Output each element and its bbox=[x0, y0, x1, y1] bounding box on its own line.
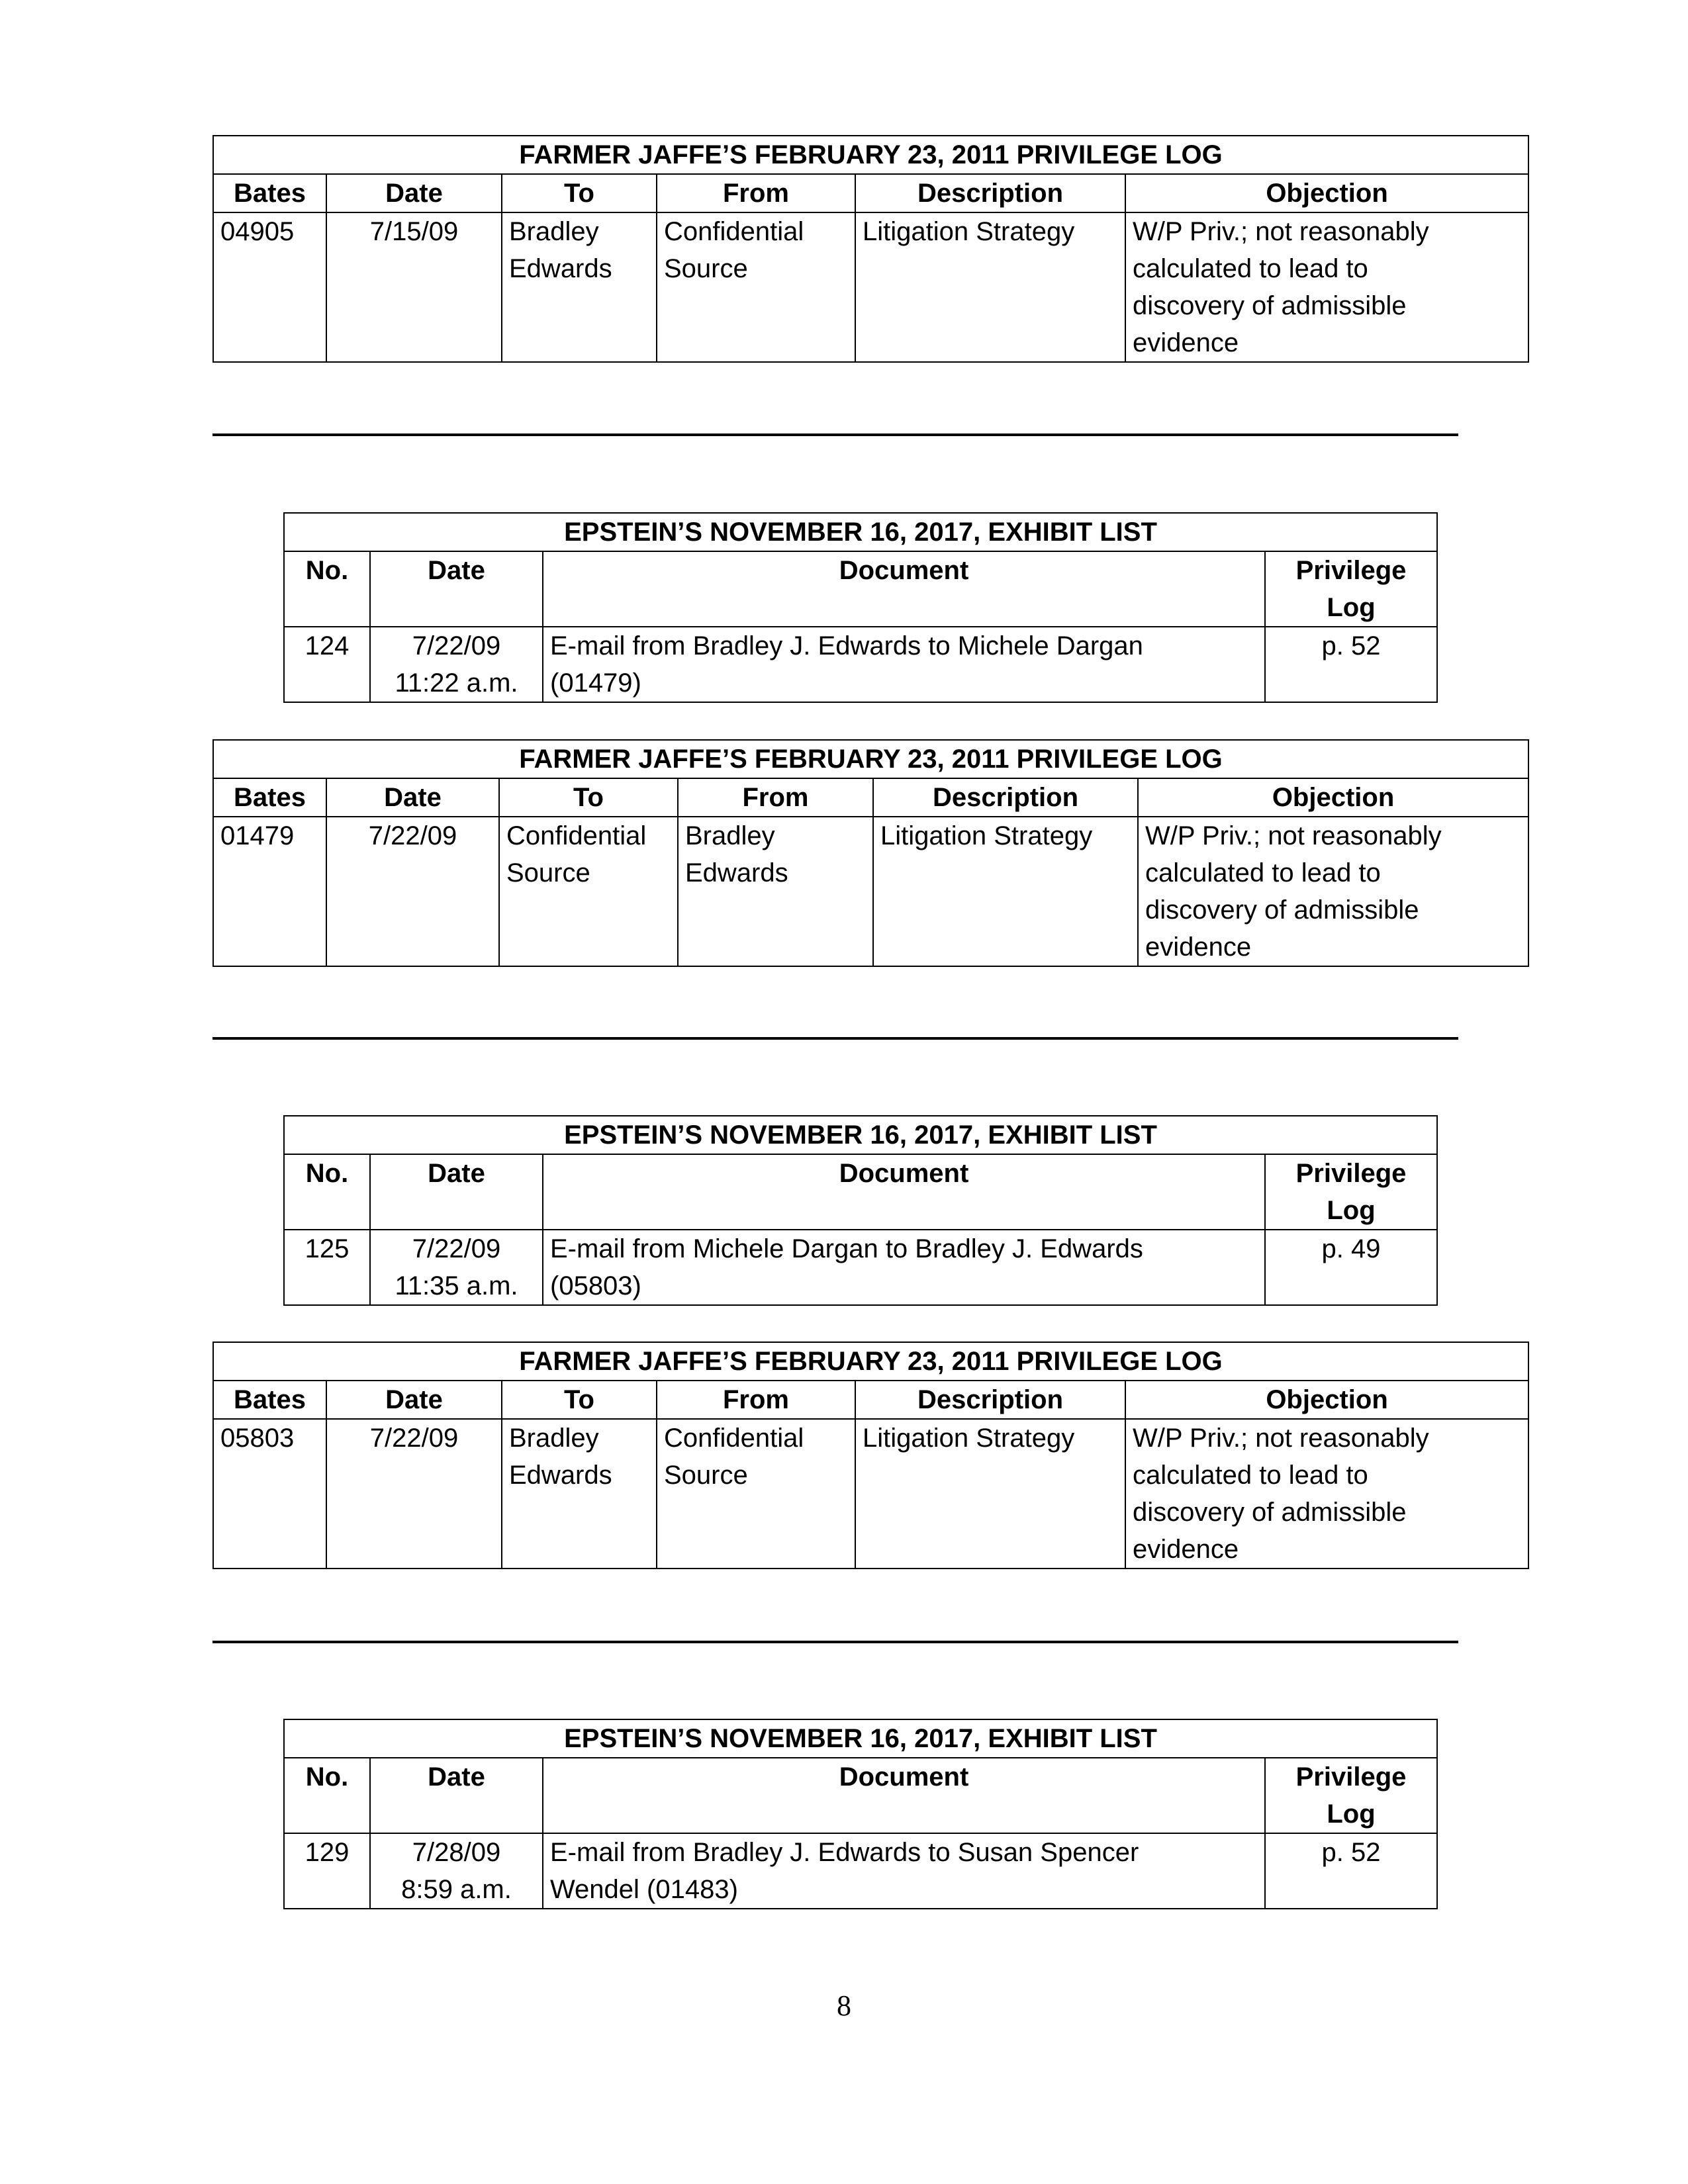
date-cell: 7/22/09 11:35 a.m. bbox=[370, 1230, 543, 1305]
header-from: From bbox=[657, 174, 855, 212]
exhibit-list-table-3 bbox=[283, 1719, 1436, 1909]
header-document: Document bbox=[543, 1154, 1265, 1230]
header-privilege-log: Privilege Log bbox=[1265, 551, 1437, 627]
document-cell: E-mail from Michele Dargan to Bradley J. Edwards (05803) bbox=[543, 1230, 1265, 1305]
header-no: No. bbox=[284, 551, 370, 627]
objection-cell: W/P Priv.; not reasonably calculated to lead to discovery of admissible evidence bbox=[1125, 1419, 1528, 1569]
objection-cell: W/P Priv.; not reasonably calculated to lead to discovery of admissible evidence bbox=[1125, 212, 1528, 362]
table-row bbox=[213, 817, 1528, 966]
from-cell: Bradley Edwards bbox=[678, 817, 873, 966]
date-cell: 7/15/09 bbox=[326, 212, 502, 362]
exhibit-list-title: EPSTEIN’S NOVEMBER 16, 2017, EXHIBIT LIST bbox=[284, 1116, 1437, 1154]
to-cell: Bradley Edwards bbox=[502, 212, 657, 362]
header-privilege-log: Privilege Log bbox=[1265, 1758, 1437, 1833]
no-cell: 129 bbox=[284, 1833, 370, 1909]
header-document: Document bbox=[543, 551, 1265, 627]
from-cell: Confidential Source bbox=[657, 1419, 855, 1569]
header-privilege-log: Privilege Log bbox=[1265, 1154, 1437, 1230]
date-cell: 7/28/09 8:59 a.m. bbox=[370, 1833, 543, 1909]
date-cell: 7/22/09 11:22 a.m. bbox=[370, 627, 543, 702]
privilege-log-table-2 bbox=[212, 739, 1528, 967]
header-no: No. bbox=[284, 1758, 370, 1833]
privilege-log-title: FARMER JAFFE’S FEBRUARY 23, 2011 PRIVILEGE LOG bbox=[213, 136, 1528, 174]
section-divider bbox=[212, 1037, 1458, 1040]
section-divider bbox=[212, 433, 1458, 436]
header-objection: Objection bbox=[1125, 1381, 1528, 1419]
description-cell: Litigation Strategy bbox=[873, 817, 1138, 966]
header-to: To bbox=[502, 174, 657, 212]
header-date: Date bbox=[370, 1154, 543, 1230]
header-date: Date bbox=[326, 174, 502, 212]
header-objection: Objection bbox=[1138, 778, 1528, 817]
header-date: Date bbox=[326, 1381, 502, 1419]
privilege-log-cell: p. 52 bbox=[1265, 627, 1437, 702]
exhibit-list-title: EPSTEIN’S NOVEMBER 16, 2017, EXHIBIT LIST bbox=[284, 513, 1437, 551]
privilege-log-cell: p. 49 bbox=[1265, 1230, 1437, 1305]
document-cell: E-mail from Bradley J. Edwards to Susan Spencer Wendel (01483) bbox=[543, 1833, 1265, 1909]
objection-cell: W/P Priv.; not reasonably calculated to lead to discovery of admissible evidence bbox=[1138, 817, 1528, 966]
date-cell: 7/22/09 bbox=[326, 817, 499, 966]
privilege-log-title: FARMER JAFFE’S FEBRUARY 23, 2011 PRIVILEGE LOG bbox=[213, 1342, 1528, 1381]
bates-cell: 05803 bbox=[213, 1419, 326, 1569]
table-row bbox=[213, 212, 1528, 362]
header-to: To bbox=[499, 778, 678, 817]
section-divider bbox=[212, 1641, 1458, 1643]
description-cell: Litigation Strategy bbox=[855, 212, 1125, 362]
header-description: Description bbox=[855, 174, 1125, 212]
header-date: Date bbox=[326, 778, 499, 817]
privilege-log-cell: p. 52 bbox=[1265, 1833, 1437, 1909]
privilege-log-title: FARMER JAFFE’S FEBRUARY 23, 2011 PRIVILEGE LOG bbox=[213, 740, 1528, 778]
bates-cell: 01479 bbox=[213, 817, 326, 966]
table-row bbox=[284, 627, 1437, 702]
no-cell: 124 bbox=[284, 627, 370, 702]
header-objection: Objection bbox=[1125, 174, 1528, 212]
privilege-log-table-3 bbox=[212, 1342, 1528, 1569]
to-cell: Confidential Source bbox=[499, 817, 678, 966]
privilege-log-table-1 bbox=[212, 135, 1528, 363]
document-cell: E-mail from Bradley J. Edwards to Michele Dargan (01479) bbox=[543, 627, 1265, 702]
header-no: No. bbox=[284, 1154, 370, 1230]
exhibit-list-table-1 bbox=[283, 512, 1436, 703]
header-date: Date bbox=[370, 1758, 543, 1833]
no-cell: 125 bbox=[284, 1230, 370, 1305]
header-to: To bbox=[502, 1381, 657, 1419]
page-number: 8 bbox=[837, 1989, 851, 2022]
header-bates: Bates bbox=[213, 174, 326, 212]
header-date: Date bbox=[370, 551, 543, 627]
header-from: From bbox=[678, 778, 873, 817]
table-row bbox=[284, 1230, 1437, 1305]
table-row bbox=[284, 1833, 1437, 1909]
header-bates: Bates bbox=[213, 1381, 326, 1419]
to-cell: Bradley Edwards bbox=[502, 1419, 657, 1569]
header-description: Description bbox=[855, 1381, 1125, 1419]
exhibit-list-title: EPSTEIN’S NOVEMBER 16, 2017, EXHIBIT LIST bbox=[284, 1719, 1437, 1758]
table-row bbox=[213, 1419, 1528, 1569]
bates-cell: 04905 bbox=[213, 212, 326, 362]
from-cell: Confidential Source bbox=[657, 212, 855, 362]
description-cell: Litigation Strategy bbox=[855, 1419, 1125, 1569]
header-bates: Bates bbox=[213, 778, 326, 817]
header-document: Document bbox=[543, 1758, 1265, 1833]
date-cell: 7/22/09 bbox=[326, 1419, 502, 1569]
header-from: From bbox=[657, 1381, 855, 1419]
exhibit-list-table-2 bbox=[283, 1115, 1436, 1306]
header-description: Description bbox=[873, 778, 1138, 817]
